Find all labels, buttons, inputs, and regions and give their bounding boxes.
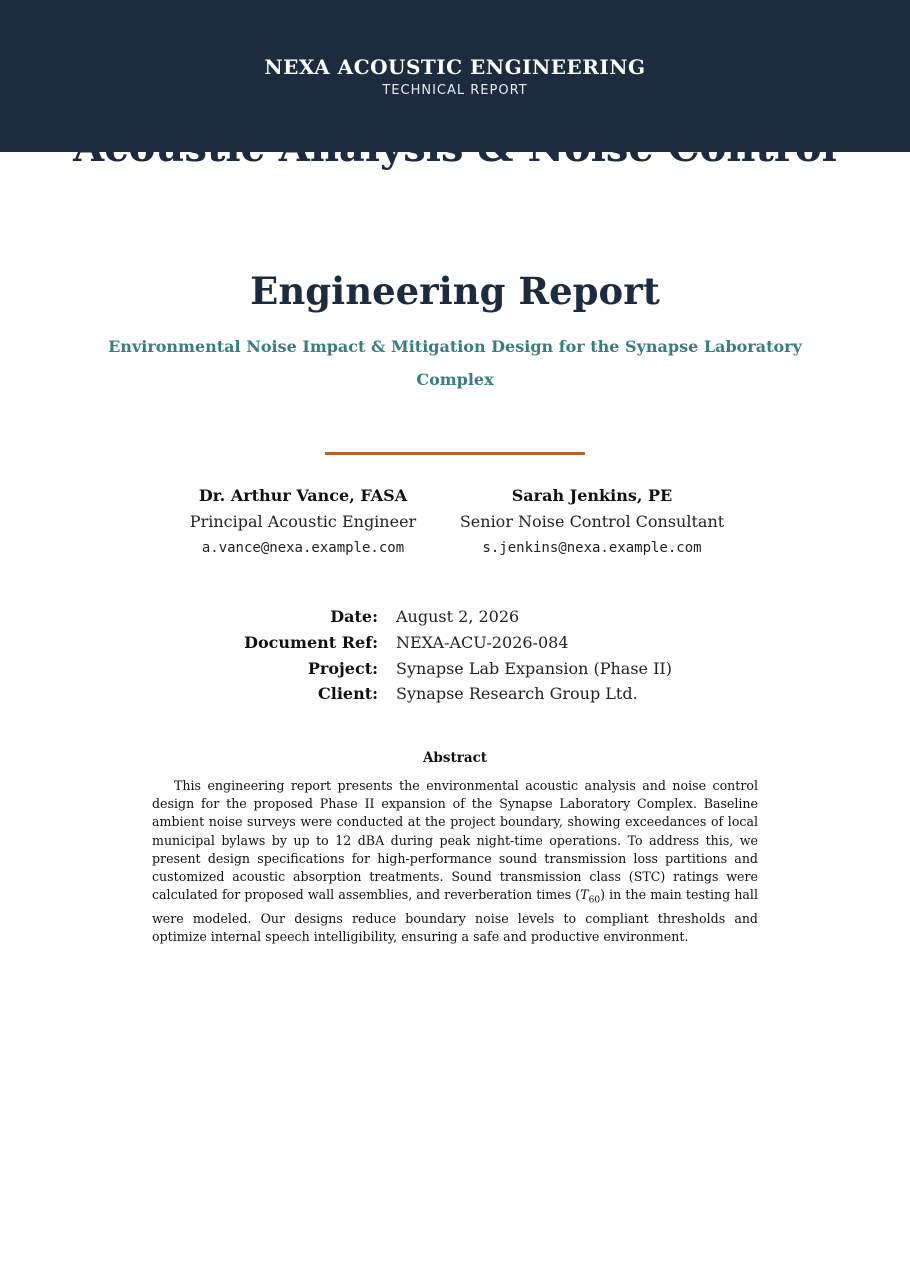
- abstract-text-part-1: This engineering report presents the environmental acoustic analysis and noise control design for the proposed Phase II expansion of the Synapse Laboratory Complex. Baseline ambient noise surveys were conducted at the project boundary, showing exceedances of local municipal bylaws by up to 12 dBA during peak night-time operations. To address this, we present design specifications for high-performance sound transmission loss partitions and customized acoustic absorption treatments. Sound transmission class (STC) ratings were calculated for proposed wall assemblies, and reverberation times (: [152, 778, 758, 903]
- metadata-label: Document Ref:: [244, 633, 378, 653]
- abstract-heading: Abstract: [422, 750, 488, 766]
- metadata-value: NEXA-ACU-2026-084: [396, 633, 569, 653]
- metadata-value: Synapse Lab Expansion (Phase II): [396, 658, 672, 678]
- document-metadata: [0, 604, 910, 707]
- report-type-label: TECHNICAL REPORT: [382, 83, 528, 98]
- metadata-row-client: [0, 681, 910, 707]
- reverberation-symbol: T: [580, 887, 589, 903]
- abstract-text: [152, 777, 758, 946]
- metadata-value: Synapse Research Group Ltd.: [396, 684, 638, 704]
- abstract-text-part-2: ) in the main testing hall were modeled. Our designs reduce boundary noise levels to compliant thresholds and optimize internal speech intelligibility, ensuring a safe and productive environment.: [152, 887, 758, 945]
- author-email[interactable]: a.vance@nexa.example.com: [201, 540, 405, 556]
- author-name: Dr. Arthur Vance, FASA: [198, 486, 408, 505]
- author-block-2: [442, 483, 742, 562]
- reverberation-subscript: 60: [588, 895, 601, 906]
- metadata-label: Project:: [307, 658, 378, 678]
- author-block-1: [153, 483, 453, 562]
- author-role: Senior Noise Control Consultant: [459, 512, 725, 531]
- metadata-row-date: [0, 604, 910, 630]
- header-banner: [0, 0, 910, 152]
- metadata-label: Client:: [318, 684, 378, 704]
- metadata-label: Date:: [330, 607, 378, 627]
- author-name: Sarah Jenkins, PE: [511, 486, 673, 505]
- metadata-row-project: [0, 655, 910, 681]
- metadata-value: August 2, 2026: [396, 607, 520, 627]
- document-title: Engineering Report: [250, 269, 660, 313]
- author-role: Principal Acoustic Engineer: [189, 512, 417, 531]
- document-subtitle: Environmental Noise Impact & Mitigation Design for the Synapse Laboratory Complex: [108, 337, 802, 389]
- title-divider: [325, 452, 585, 455]
- organization-name: NEXA ACOUSTIC ENGINEERING: [264, 55, 646, 79]
- author-email[interactable]: s.jenkins@nexa.example.com: [482, 540, 702, 556]
- metadata-row-document-ref: [0, 630, 910, 656]
